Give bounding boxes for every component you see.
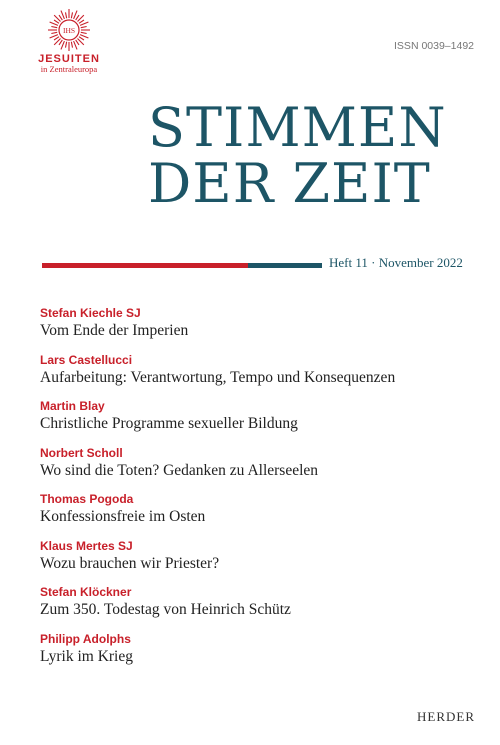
toc-entry	[40, 539, 480, 586]
article-title: Zum 350. Todestag von Heinrich Schütz	[40, 601, 291, 618]
logo-subtitle: in Zentraleuropa	[40, 64, 98, 74]
article-title: Wozu brauchen wir Priester?	[40, 554, 220, 572]
article-author: Stefan Klöckner	[40, 585, 132, 599]
toc-entry	[40, 353, 480, 400]
divider-red	[42, 263, 248, 268]
logo-name: JESUITEN	[38, 53, 100, 65]
publisher-name: HERDER	[417, 709, 475, 724]
article-author: Stefan Kiechle SJ	[40, 306, 141, 320]
title-line-2: DER ZEIT	[148, 152, 431, 215]
seal-text: IHS	[62, 26, 76, 35]
table-of-contents	[40, 306, 480, 678]
article-author: Klaus Mertes SJ	[40, 538, 133, 553]
issn-number: ISSN 0039–1492	[394, 40, 474, 52]
article-title: Vom Ende der Imperien	[40, 322, 189, 339]
title-line-1: STIMMEN	[148, 96, 447, 159]
article-author: Lars Castellucci	[40, 352, 133, 367]
toc-entry	[40, 399, 480, 446]
article-author: Martin Blay	[40, 399, 105, 413]
sunburst-seal-icon	[47, 8, 91, 52]
journal-title	[148, 96, 478, 215]
issue-info: Heft 11 · November 2022	[329, 255, 463, 270]
article-author: Norbert Scholl	[40, 445, 123, 460]
divider-blue	[248, 263, 322, 268]
article-title: Wo sind die Toten? Gedanken zu Allerseelen	[40, 461, 319, 479]
toc-entry	[40, 632, 480, 679]
toc-entry	[40, 446, 480, 493]
jesuiten-logo	[28, 8, 110, 74]
article-title: Lyrik im Krieg	[40, 647, 133, 665]
toc-entry	[40, 306, 480, 353]
toc-entry	[40, 492, 480, 539]
article-author: Philipp Adolphs	[40, 631, 131, 646]
article-author: Thomas Pogoda	[40, 492, 134, 506]
article-title: Christliche Programme sexueller Bildung	[40, 415, 298, 432]
toc-entry	[40, 585, 480, 632]
article-title: Konfessionsfreie im Osten	[40, 508, 206, 525]
article-title: Aufarbeitung: Verantwortung, Tempo und Konsequenzen	[40, 368, 396, 386]
